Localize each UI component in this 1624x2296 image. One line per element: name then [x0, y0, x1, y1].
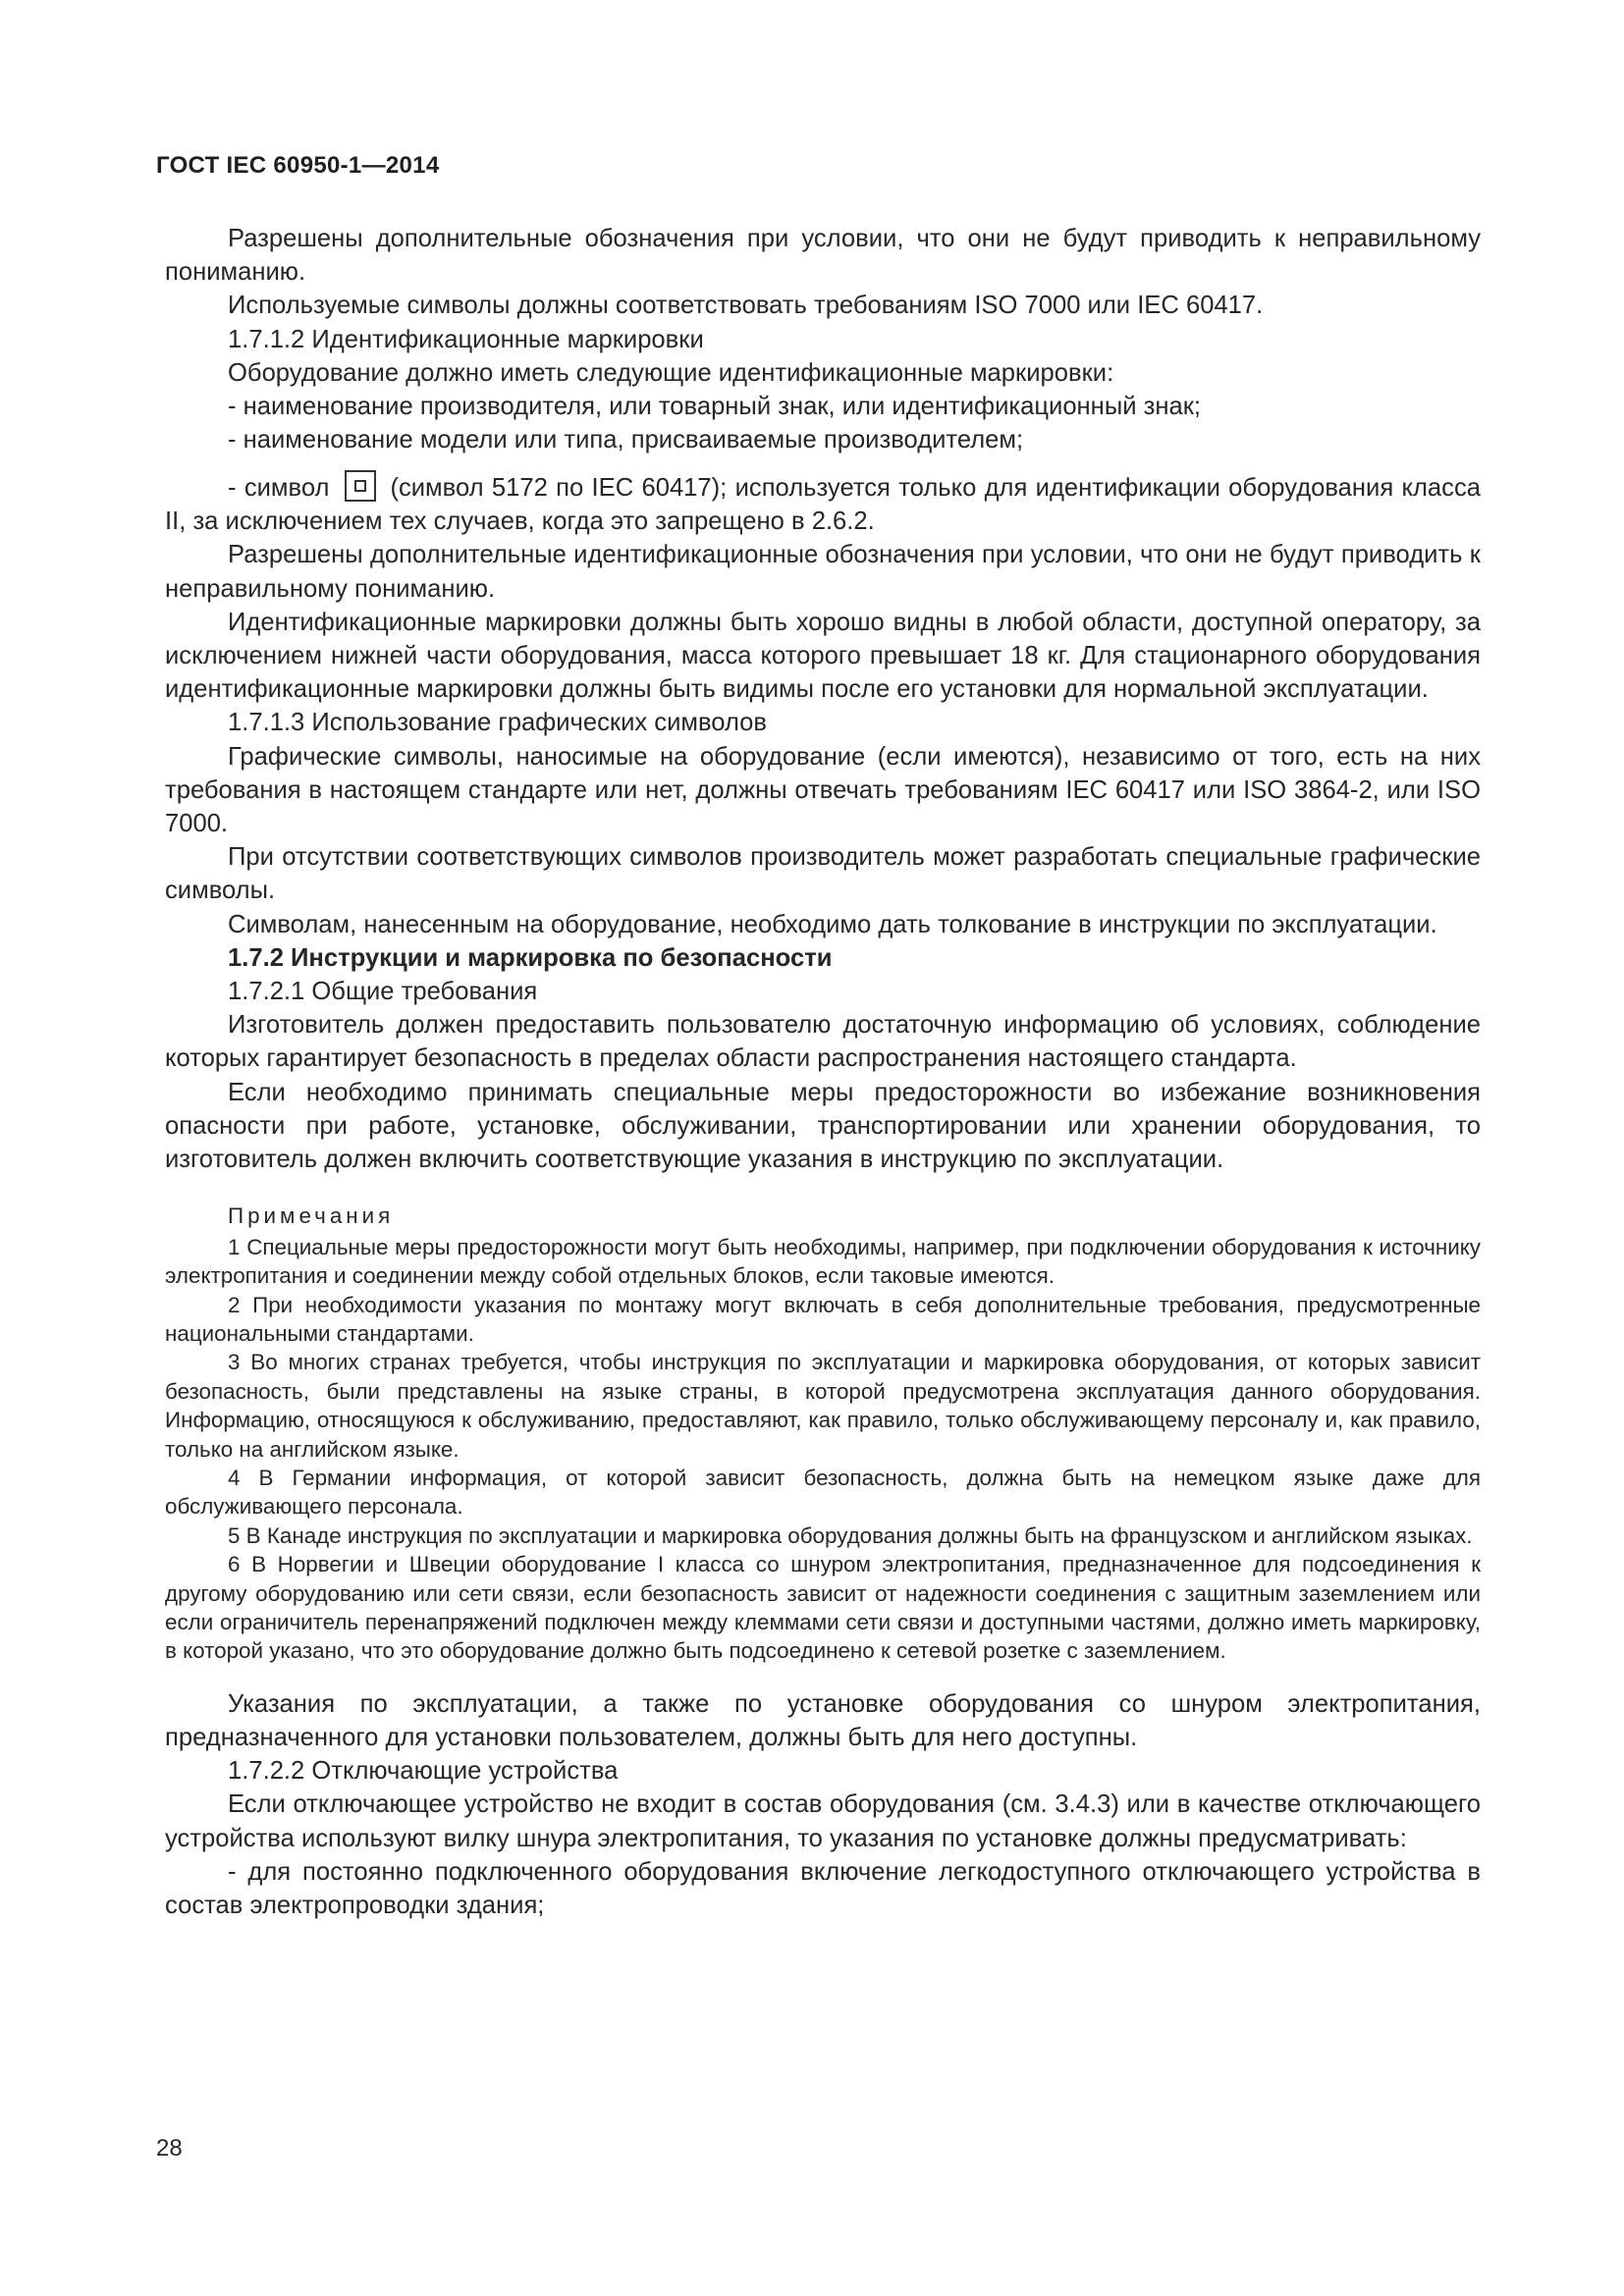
symbol-prefix: - символ	[228, 474, 330, 503]
notes-block	[165, 1201, 1481, 1666]
note-item: 1 Специальные меры предосторожности могут быть необходимы, например, при подключении оборудования к источнику электропитания и соединении между собой отдельных блоков, если таковые имеются.	[165, 1234, 1481, 1289]
note-item: 3 Во многих странах требуется, чтобы инструкция по эксплуатации и маркировка оборудования, от которых зависит безопасность, были представлены на языке страны, в которой предусмотрена эксплуатация данного оборудования. Информацию, относящуюся к обслуживанию, предоставляют, как правило, только обслуживающему персоналу и, как правило, только на английском языке.	[165, 1350, 1481, 1462]
paragraph: Оборудование должно иметь следующие идентификационные маркировки:	[228, 358, 1114, 387]
clause-heading: 1.7.1.2 Идентификационные маркировки	[228, 325, 704, 353]
note-item: 4 В Германии информация, от которой зависит безопасность, должна быть на немецком языке даже для обслуживающего персонала.	[165, 1465, 1481, 1520]
paragraph: При отсутствии соответствующих символов производитель может разработать специальные графические символы.	[165, 843, 1481, 905]
notes-title: Примечания	[228, 1203, 395, 1229]
section-heading: 1.7.2 Инструкции и маркировка по безопасности	[228, 943, 833, 972]
clause-heading: 1.7.2.2 Отключающие устройства	[228, 1757, 619, 1786]
list-item: - для постоянно подключенного оборудования включение легкодоступного отключающего устройства в состав электропроводки здания;	[165, 1857, 1481, 1919]
list-item: - наименование производителя, или товарный знак, или идентификационный знак;	[228, 393, 1202, 421]
double-square-symbol-icon	[345, 470, 376, 502]
clause-heading: 1.7.2.1 Общие требования	[228, 978, 538, 1006]
symbol-suffix: (символ 5172 по IEC 60417); используется только для идентификации оборудования класса II, за исключением тех случаев, когда это запрещено в 2.6.2.	[165, 474, 1481, 536]
paragraph: Указания по эксплуатации, а также по установке оборудования со шнуром электропитания, предназначенного для установки пользователем, должны быть для него доступны.	[165, 1689, 1481, 1751]
document-body	[165, 222, 1481, 1922]
note-item: 6 В Норвегии и Швеции оборудование I класса со шнуром электропитания, предназначенное для подсоединения к другому оборудованию или сети связи, если безопасность зависит от надежности соединения с защитным заземлением или если ограничитель перенапряжений подключен между клеммами сети связи и доступными частями, должно иметь маркировку, в которой указано, что это оборудование должно быть подсоединено к сетевой розетке с заземлением.	[165, 1552, 1481, 1664]
paragraph: Разрешены дополнительные идентификационные обозначения при условии, что они не будут приводить к неправильному пониманию.	[165, 541, 1481, 603]
note-item: 5 В Канаде инструкция по эксплуатации и маркировка оборудования должны быть на французском и английском языках.	[228, 1522, 1473, 1548]
paragraph: Идентификационные маркировки должны быть хорошо видны в любой области, доступной оператору, за исключением нижней части оборудования, масса которого превышает 18 кг. Для стационарного оборудования идентификационные маркировки должны быть видимы после его установки для нормальной эксплуатации.	[165, 608, 1481, 704]
paragraph: Символам, нанесенным на оборудование, необходимо дать толкование в инструкции по эксплуатации.	[228, 910, 1437, 938]
list-item-symbol	[165, 470, 1481, 538]
list-item: - наименование модели или типа, присваиваемые производителем;	[228, 426, 1024, 454]
paragraph: Изготовитель должен предоставить пользователю достаточную информацию об условиях, соблюдение которых гарантирует безопасность в пределах области распространения настоящего стандарта.	[165, 1011, 1481, 1073]
clause-heading: 1.7.1.3 Использование графических символов	[228, 709, 768, 737]
paragraph: Разрешены дополнительные обозначения при условии, что они не будут приводить к неправильному пониманию.	[165, 225, 1481, 287]
page-number: 28	[156, 2135, 183, 2162]
paragraph: Если необходимо принимать специальные меры предосторожности во избежание возникновения опасности при работе, установке, обслуживании, транспортировании или хранении оборудования, то изготовитель должен включить соответствующие указания в инструкцию по эксплуатации.	[165, 1078, 1481, 1174]
document-header: ГОСТ IEC 60950-1—2014	[156, 152, 440, 179]
paragraph: Графические символы, наносимые на оборудование (если имеются), независимо от того, есть на них требования в настоящем стандарте или нет, должны отвечать требованиям IEC 60417 или ISO 3864-2, или ISO 7000.	[165, 742, 1481, 838]
paragraph: Если отключающее устройство не входит в состав оборудования (см. 3.4.3) или в качестве отключающего устройства используют вилку шнура электропитания, то указания по установке должны предусматривать:	[165, 1790, 1481, 1852]
paragraph: Используемые символы должны соответствовать требованиям ISO 7000 или IEC 60417.	[228, 292, 1264, 320]
note-item: 2 При необходимости указания по монтажу могут включать в себя дополнительные требования, предусмотренные национальными стандартами.	[165, 1292, 1481, 1346]
